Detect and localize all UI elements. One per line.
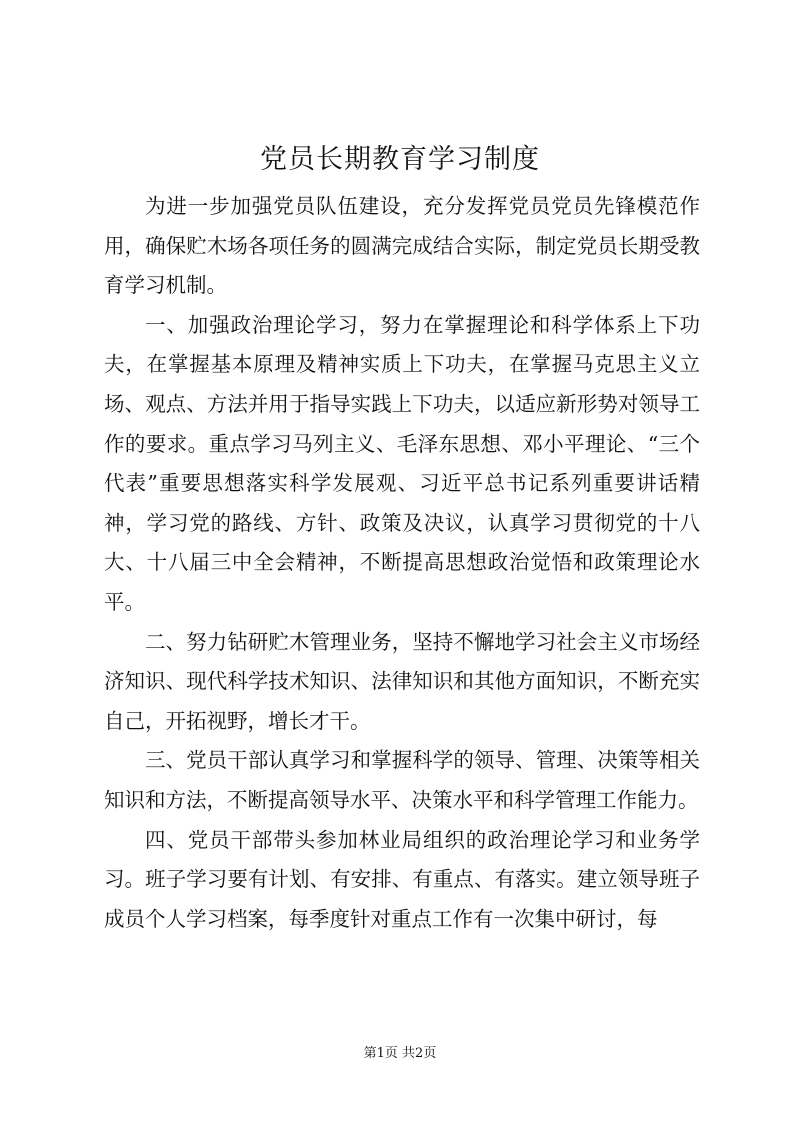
paragraph-intro: 为进一步加强党员队伍建设，充分发挥党员党员先锋模范作用，确保贮木场各项任务的圆满完成结合实际，制定党员长期受教育学习机制。: [104, 194, 700, 298]
paragraph-item-3: 三、党员干部认真学习和掌握科学的领导、管理、决策等相关知识和方法，不断提高领导水平、决策水平和科学管理工作能力。: [104, 748, 700, 812]
document-title: 党员长期教育学习制度: [260, 144, 540, 175]
paragraph-item-2: 二、努力钻研贮木管理业务，坚持不懈地学习社会主义市场经济知识、现代科学技术知识、法律知识和其他方面知识，不断充实自己，开拓视野，增长才干。: [104, 629, 700, 733]
document-body: [104, 187, 700, 939]
paragraph-item-4: 四、党员干部带头参加林业局组织的政治理论学习和业务学习。班子学习要有计划、有安排、有重点、有落实。建立领导班子成员个人学习档案，每季度针对重点工作有一次集中研讨，每: [104, 827, 700, 931]
page-number-footer: 第1页 共2页: [363, 1046, 437, 1061]
paragraph-item-1: 一、加强政治理论学习，努力在掌握理论和科学体系上下功夫，在掌握基本原理及精神实质上下功夫，在掌握马克思主义立场、观点、方法并用于指导实践上下功夫，以适应新形势对领导工作的要求。重点学习马列主义、毛泽东思想、邓小平理论、“三个代表”重要思想落实科学发展观、习近平总书记系列重要讲话精神，学习党的路线、方针、政策及决议，认真学习贯彻党的十八大、十八届三中全会精神，不断提高思想政治觉悟和政策理论水平。: [104, 312, 700, 614]
